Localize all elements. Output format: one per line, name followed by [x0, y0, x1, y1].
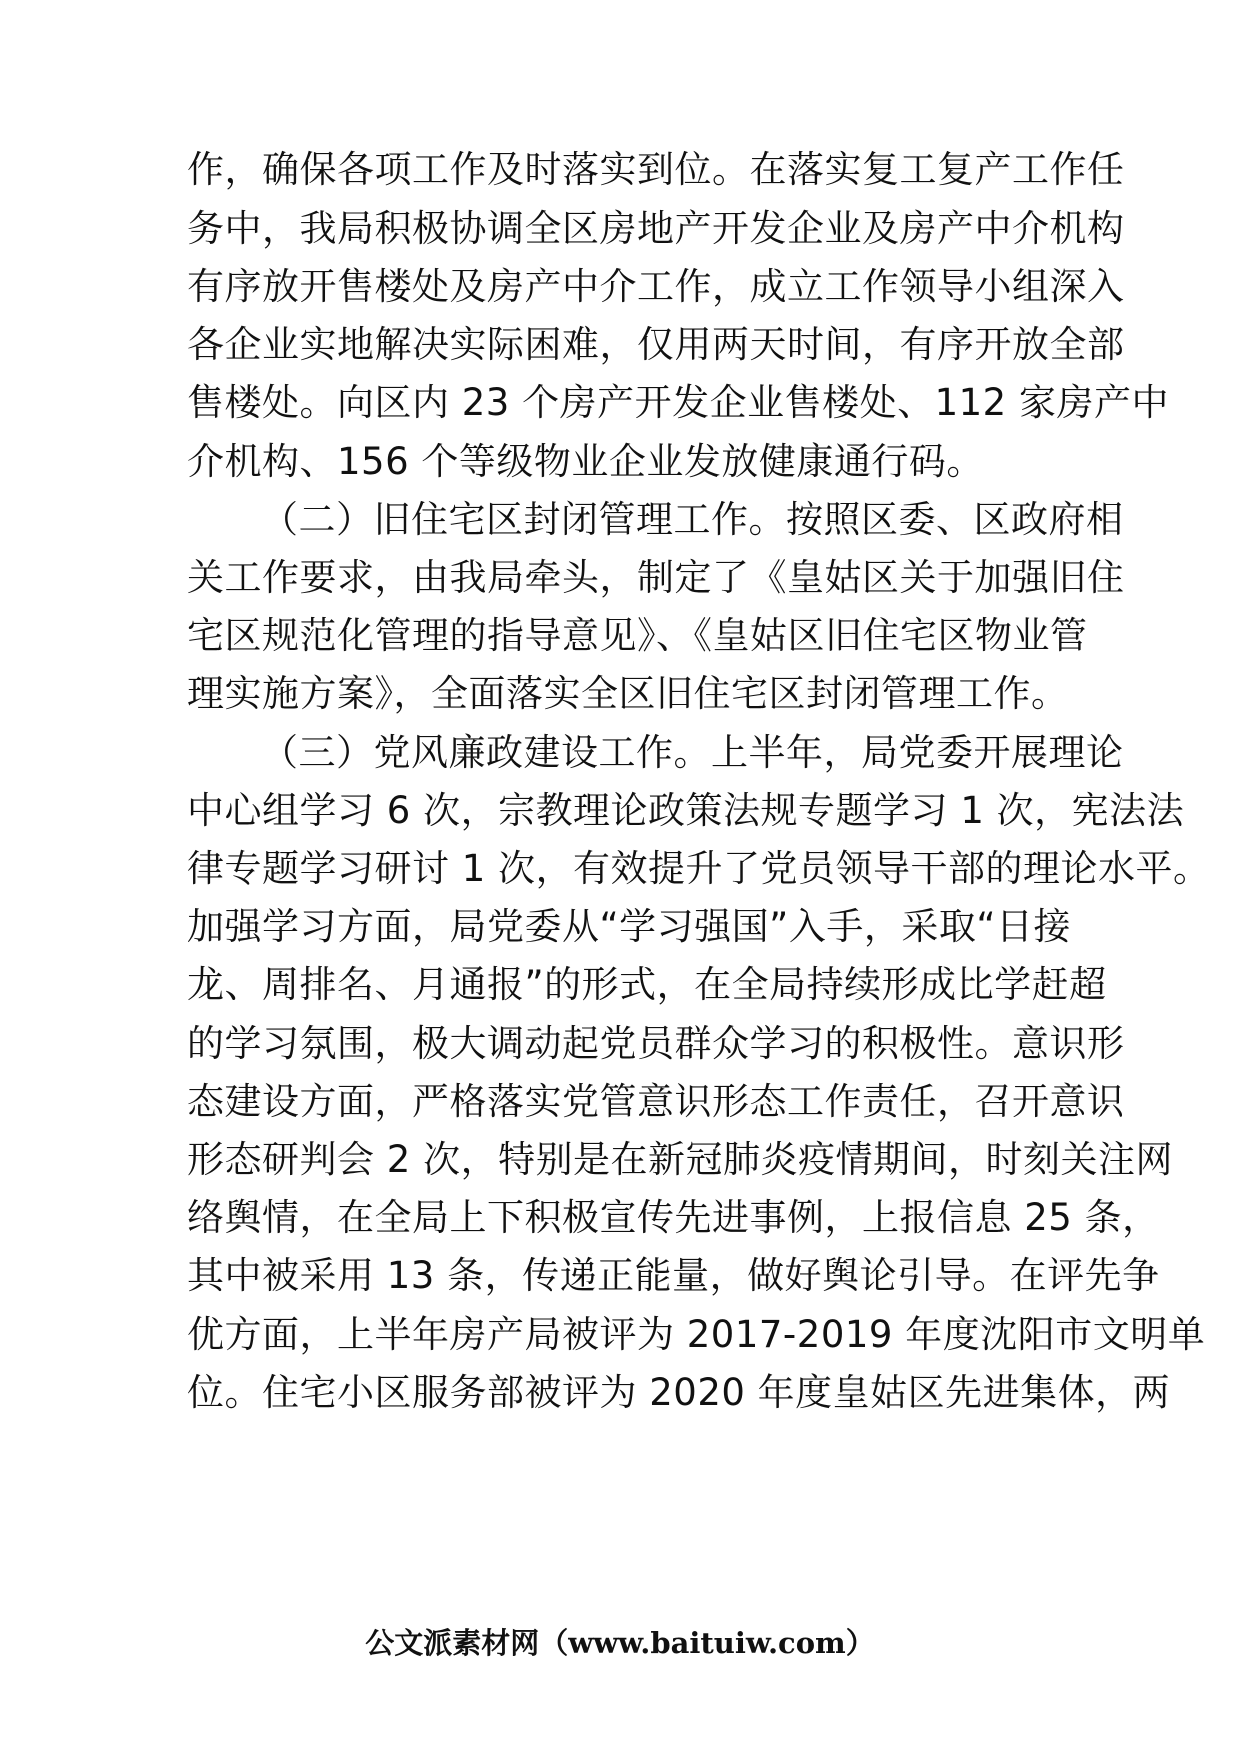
- section-heading-line: （三）党风廉政建设工作。上半年，局党委开展理论: [261, 731, 1124, 774]
- body-text-line: 络舆情，在全局上下积极宣传先进事例，上报信息 25 条，: [187, 1196, 1160, 1239]
- body-text-line: 介机构、156 个等级物业企业发放健康通行码。: [187, 440, 984, 483]
- body-text-line: 有序放开售楼处及房产中介工作，成立工作领导小组深入: [187, 265, 1125, 308]
- body-text-line: 关工作要求，由我局牵头，制定了《皇姑区关于加强旧住: [187, 556, 1125, 599]
- footer-watermark: 公文派素材网（www.baituiw.com）: [365, 1626, 875, 1660]
- body-text-line: 理实施方案》，全面落实全区旧住宅区封闭管理工作。: [187, 672, 1069, 715]
- body-text-line: 售楼处。向区内 23 个房产开发企业售楼处、112 家房产中: [187, 381, 1169, 424]
- body-text-line: 形态研判会 2 次，特别是在新冠肺炎疫情期间，时刻关注网: [187, 1138, 1174, 1181]
- body-text-line: 其中被采用 13 条，传递正能量，做好舆论引导。在评先争: [187, 1254, 1160, 1297]
- body-text-line: 宅区规范化管理的指导意见》、《皇姑区旧住宅区物业管: [187, 614, 1088, 657]
- body-text-line: 作，确保各项工作及时落实到位。在落实复工复产工作任: [187, 148, 1125, 191]
- body-text-line: 加强学习方面，局党委从“学习强国”入手，采取“日接: [187, 905, 1072, 948]
- section-heading-line: （二）旧住宅区封闭管理工作。按照区委、区政府相: [261, 498, 1124, 541]
- body-text-line: 务中，我局积极协调全区房地产开发企业及房产中介机构: [187, 207, 1125, 250]
- body-text-line: 优方面，上半年房产局被评为 2017-2019 年度沈阳市文明单: [187, 1313, 1206, 1356]
- body-text-line: 律专题学习研讨 1 次，有效提升了党员领导干部的理论水平。: [187, 847, 1211, 890]
- body-text-line: 中心组学习 6 次，宗教理论政策法规专题学习 1 次，宪法法: [187, 789, 1185, 832]
- body-text-line: 位。住宅小区服务部被评为 2020 年度皇姑区先进集体，两: [187, 1371, 1171, 1414]
- body-text-line: 态建设方面，严格落实党管意识形态工作责任，召开意识: [187, 1080, 1125, 1123]
- body-text-line: 各企业实地解决实际困难，仅用两天时间，有序开放全部: [187, 323, 1125, 366]
- body-text-line: 龙、周排名、月通报”的形式，在全局持续形成比学赶超: [187, 963, 1107, 1006]
- body-text-line: 的学习氛围，极大调动起党员群众学习的积极性。意识形: [187, 1022, 1125, 1065]
